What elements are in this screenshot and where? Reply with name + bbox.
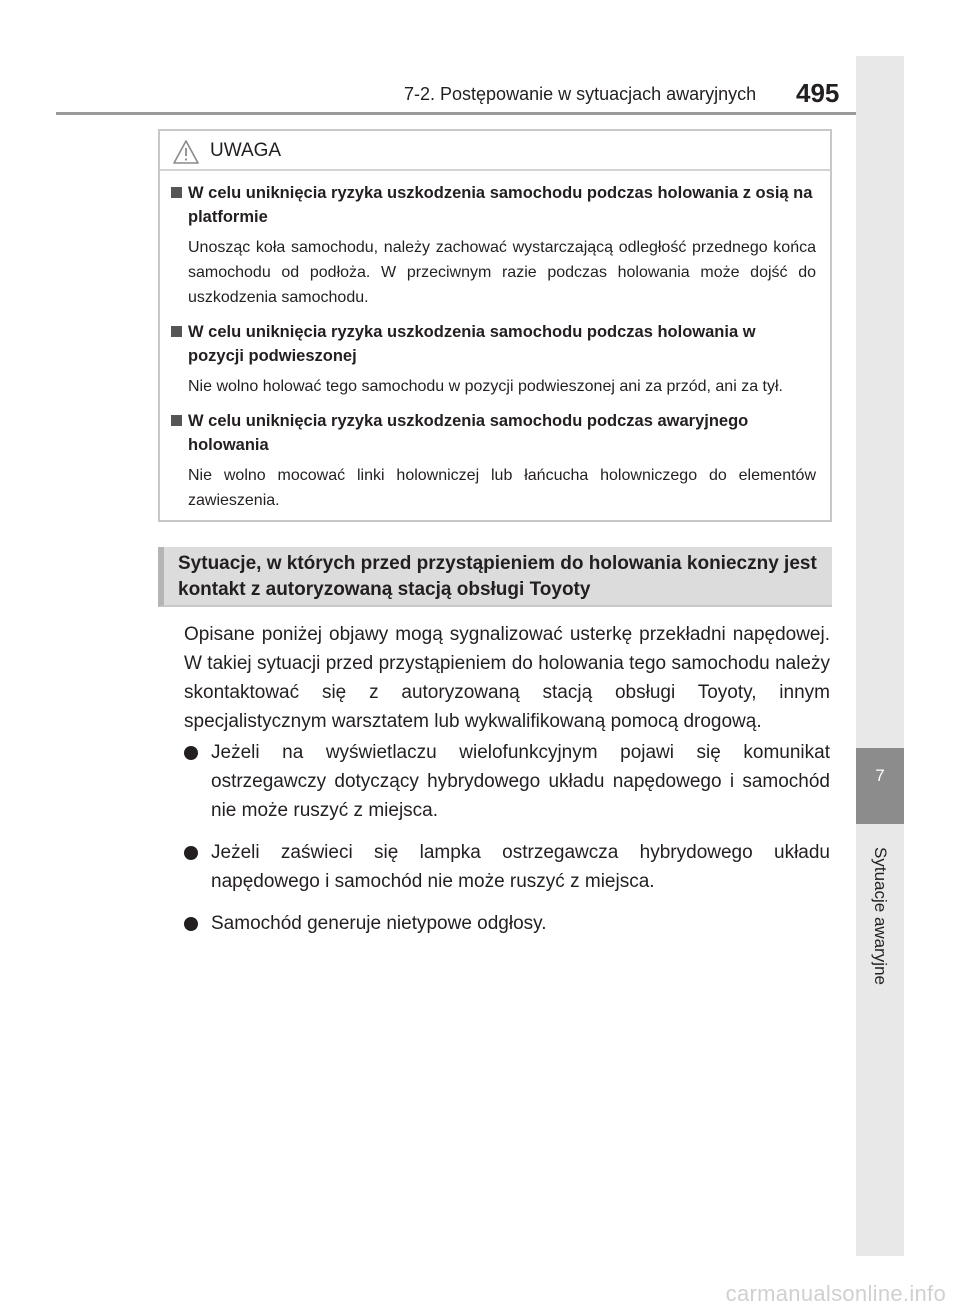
warning-item <box>170 320 816 399</box>
warning-item-text: Unosząc koła samochodu, należy zachować wystarczającą odległość przednego końca samochodu od podłoża. W przeciwnym razie podczas holowania może dojść do uszkodzenia samochodu. <box>188 239 816 306</box>
warning-item <box>170 181 816 310</box>
warning-item-text: Nie wolno mocować linki holowniczej lub łańcucha holowniczego do elementów zawieszenia. <box>188 467 816 509</box>
bullet-dot-icon <box>184 917 198 931</box>
warning-box <box>158 129 832 522</box>
list-item <box>184 738 830 825</box>
warning-item <box>170 409 816 513</box>
intro-paragraph: Opisane poniżej objawy mogą sygnalizować usterkę przekładni napędowej. W takiej sytuacji przed przystąpieniem do holowania tego samochodu należy skontaktować się z autoryzowaną stacją obsługi Toyoty, innym specjalistycznym warsztatem lub wykwalifikowaną pomocą drogową. <box>184 624 830 732</box>
square-bullet-icon <box>171 415 182 426</box>
warning-item-heading: W celu uniknięcia ryzyka uszkodzenia samochodu podczas holowania z osią na platformie <box>188 184 813 226</box>
section-heading <box>158 547 832 607</box>
warning-item-heading: W celu uniknięcia ryzyka uszkodzenia samochodu podczas awaryjnego holowania <box>188 412 749 454</box>
header-divider <box>56 112 856 115</box>
list-item <box>184 838 830 896</box>
warning-body <box>170 181 816 523</box>
header-section-title: 7-2. Postępowanie w sytuacjach awaryjnych <box>404 84 757 104</box>
section-heading-text: Sytuacje, w których przed przystąpieniem do holowania konieczny jest kontakt z autoryzowaną stacją obsługi Toyoty <box>178 553 817 600</box>
square-bullet-icon <box>171 187 182 198</box>
warning-item-heading: W celu uniknięcia ryzyka uszkodzenia samochodu podczas holowania w pozycji podwieszonej <box>188 323 756 365</box>
chapter-tab-label: Sytuacje awaryjne <box>871 847 890 985</box>
warning-triangle-icon <box>172 139 200 165</box>
symptom-list <box>184 738 830 951</box>
square-bullet-icon <box>171 326 182 337</box>
warning-label: UWAGA <box>210 140 282 161</box>
warning-header <box>160 131 830 171</box>
side-strip <box>856 56 904 1256</box>
list-item-text: Jeżeli na wyświetlaczu wielofunkcyjnym pojawi się komunikat ostrzegawczy dotyczący hybrydowego układu napędowego i samochód nie może ruszyć z miejsca. <box>211 742 830 821</box>
list-item-text: Jeżeli zaświeci się lampka ostrzegawcza hybrydowego układu napędowego i samochód nie może ruszyć z miejsca. <box>211 842 830 892</box>
watermark: carmanualsonline.info <box>725 1281 946 1306</box>
bullet-dot-icon <box>184 746 198 760</box>
page-number: 495 <box>796 78 840 108</box>
list-item <box>184 909 830 938</box>
list-item-text: Samochód generuje nietypowe odgłosy. <box>211 913 547 934</box>
bullet-dot-icon <box>184 846 198 860</box>
chapter-tab-number: 7 <box>875 766 885 785</box>
warning-item-text: Nie wolno holować tego samochodu w pozycji podwieszonej ani za przód, ani za tył. <box>188 378 783 395</box>
chapter-tab <box>856 748 904 824</box>
